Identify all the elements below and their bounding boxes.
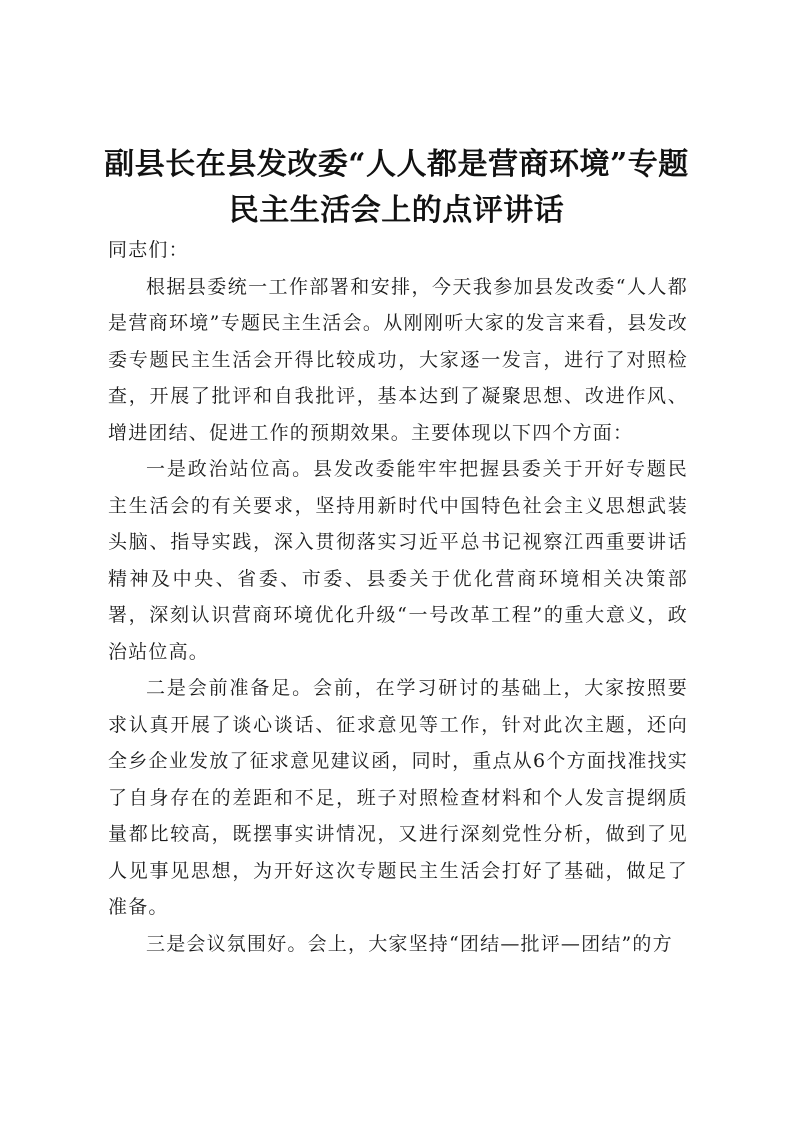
title-line-2: 民主生活会上的点评讲话 <box>228 193 565 228</box>
salutation: 同志们： <box>108 239 189 261</box>
paragraph-point-2: 二是会前准备足。会前，在学习研讨的基础上，大家按照要求认真开展了谈心谈话、征求意见等工作，针对此次主题，还向全乡企业发放了征求意见建议函，同时，重点从6个方面找准找实了自身存在的差距和不足，班子对照检查材料和个人发言提纲质量都比较高，既摆事实讲情况，又进行深刻党性分析，做到了见人见事见思想，为开好这次专题民主生活会打好了基础，做足了准备。 <box>108 677 688 918</box>
paragraph-intro: 根据县委统一工作部署和安排，今天我参加县发改委“人人都是营商环境”专题民主生活会。从刚刚听大家的发言来看，县发改委专题民主生活会开得比较成功，大家逐一发言，进行了对照检查，开展了批评和自我批评，基本达到了凝聚思想、改进作风、增进团结、促进工作的预期效果。主要体现以下四个方面： <box>108 275 688 444</box>
document-body <box>108 232 688 962</box>
title-line-1: 副县长在县发改委“人人都是营商环境”专题 <box>104 147 689 182</box>
paragraph-point-1: 一是政治站位高。县发改委能牢牢把握县委关于开好专题民主生活会的有关要求，坚持用新时代中国特色社会主义思想武装头脑、指导实践，深入贯彻落实习近平总书记视察江西重要讲话精神及中央、省委、市委、县委关于优化营商环境相关决策部署，深刻认识营商环境优化升级“一号改革工程”的重大意义，政治站位高。 <box>108 458 688 663</box>
paragraph-point-3: 三是会议氛围好。会上，大家坚持“团结—批评—团结”的方 <box>146 932 673 955</box>
document-title <box>100 142 693 234</box>
